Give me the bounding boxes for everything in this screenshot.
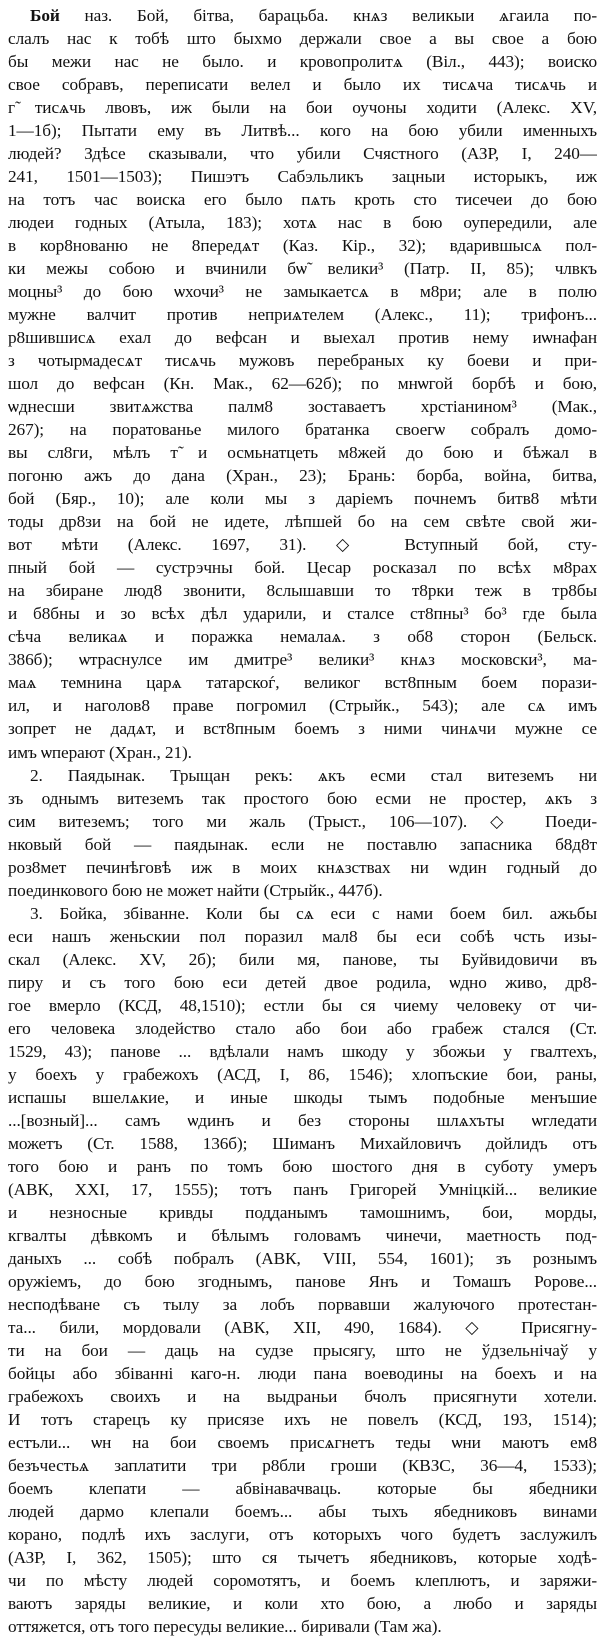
sense-2-duel bbox=[8, 764, 597, 902]
text-line: ил, и наголов8 праве погромил (Стрыйк., 543); але сѧ имъ bbox=[8, 696, 597, 716]
text-line: поединкового бою не может найти (Стрыйк., 447б). bbox=[8, 880, 383, 900]
sense-1-battle bbox=[8, 4, 597, 764]
text-line: кгвалты дѣвкомъ и бѣлымъ головамъ чинечи, маетность под- bbox=[8, 1225, 597, 1245]
text-line: погоню ажъ до дана (Хран., 23); Брань: борба, война, битва, bbox=[8, 466, 597, 486]
text-line: ...[возный]... самъ ѡдинъ и без стороны шлѧхъты ѡгледати bbox=[8, 1110, 597, 1130]
text-line: 241, 1501—1503); Пишэтъ Сабэльликъ зацныи исторыкъ, иж bbox=[8, 167, 597, 187]
text-line: и незносные кривды подданымъ тамошнимъ, бои, морды, bbox=[8, 1202, 597, 1222]
text-line: 1—1б); Пытати ему въ Литвѣ... кого на бою убили именныхъ bbox=[8, 121, 597, 141]
text-line: можетъ (Ст. 1588, 136б); Шиманъ Михайловичъ дойлидъ отъ bbox=[8, 1133, 597, 1153]
text-line: гое вмерло (КСД, 48,1510); естли бы ся чиему человеку от чи- bbox=[8, 995, 597, 1015]
text-line: корано, подлѣ ихъ заслуги, отъ которыхъ чого будетъ заслужилъ bbox=[8, 1525, 597, 1545]
text-line: бы межи нас не было. и кровопролитѧ (Віл., 443); воиско bbox=[8, 52, 597, 72]
text-line: тоды др8зи на бой не идете, лѣпшей бо на сем свѣте свой жи- bbox=[8, 512, 597, 532]
text-line: у боехъ у грабежохъ (АСД, І, 86, 1546); хлопъские бои, раны, bbox=[8, 1064, 597, 1084]
text-line: естъли... ѡн на бои своемъ присѧгнетъ теды ѡни маютъ ем8 bbox=[8, 1432, 597, 1452]
text-line: роз8мет печинѣговѣ иж в моих кнѧзствах ни ѡдин годный до bbox=[8, 857, 597, 877]
text-line: оружіемъ, до бою згоднымъ, панове Янъ и Томашъ Ророве... bbox=[8, 1271, 597, 1291]
text-line: боемъ клепати — абвінавачваць. которые бы ябедники bbox=[8, 1479, 597, 1498]
text-line: грабежохъ своихъ и на выдраньи бчолъ присягнути хотели. bbox=[8, 1386, 597, 1406]
text-line: (АВК, ХХІ, 17, 1555); тотъ панъ Григорей Умніцкій... великие bbox=[8, 1179, 597, 1199]
text-line: имъ ѡперают (Хран., 21). bbox=[8, 742, 192, 762]
text-line: безъчестьѧ заплатити три р8бли гроши (КВЗС, 36—4, 1533); bbox=[8, 1455, 597, 1475]
text-line: того бою и ранъ по томъ бою шостого дня в суботу умеръ bbox=[8, 1156, 597, 1176]
text-line: на тотъ час воиска его было пѧть кроть сто тисечеи до бою bbox=[8, 190, 597, 210]
text-line: людей дармо клепали боемъ... абы тыхъ ябедниковъ винами bbox=[8, 1502, 597, 1522]
text-line: несподѣване съ тылу за лобъ порвавши жалуючого протестан- bbox=[8, 1294, 597, 1314]
text-line: еси нашъ женьскии пол поразил мал8 бы еси собѣ чсть изы- bbox=[8, 926, 597, 946]
text-line: ти на бои — даць на судзе прысягу, што не ўдзельнічаў у bbox=[8, 1340, 597, 1360]
text-line: сим витеземъ; того ми жаль (Трыст., 106—107). ◇ Поеди- bbox=[8, 811, 597, 831]
headword: Бой bbox=[30, 6, 60, 25]
text-line: ѡднесши звитѧжства палм8 зоставаетъ хрстіанином³ (Мак., bbox=[8, 397, 597, 417]
text-line: вот мѣти (Алекс. 1697, 31). ◇ Вступный бой, сту- bbox=[8, 535, 597, 555]
text-line: даныхъ ... собѣ побралъ (АВК, VIII, 554, 1601); зъ рознымъ bbox=[8, 1248, 597, 1268]
text-line: г̃ тисѧчь лвовъ, иж были на бои оучоны ходити (Алекс. XV, bbox=[8, 98, 597, 118]
text-line: 1529, 43); панове ... вдѣлали намъ шкоду у збожьи у гвалтехъ, bbox=[8, 1041, 597, 1061]
text-line: маѧ темнина царѧ татарскоѓ, великог вст8пным боем порази- bbox=[8, 673, 597, 693]
sense-3-fight-beating bbox=[8, 902, 597, 1638]
text-line: та... били, мордовали (АВК, ХІІ, 490, 1684). ◇ Присягну- bbox=[8, 1317, 597, 1337]
text-line: мужне валчит против неприѧтелем (Алекс., 11); трифонъ... bbox=[8, 305, 597, 325]
text-line: з чотырмадесѧт тисѧчь мужовъ перебраных ку боеви и при- bbox=[8, 351, 597, 371]
text-line: 267); на поратованье милого братанка своегѡ собралъ домо- bbox=[8, 420, 597, 440]
text-line: 2. Паядынак. Трыщан рекъ: ѧкъ есми стал витеземъ ни bbox=[30, 765, 597, 785]
text-line: ки межы собою и вчинили бѡ̃ велики³ (Патр. II, 85); члвкъ bbox=[8, 259, 597, 279]
text-line: скал (Алекс. XV, 2б); били мя, панове, ты Буйвидовичи въ bbox=[8, 949, 597, 969]
text-line: вы сл8ги, мѣлъ т̃ и осмьнатцеть м8жей до бою и бѣжал в bbox=[8, 443, 597, 463]
text-line: 3. Бойка, збіванне. Коли бы сѧ еси с нами боем бил. ажьбы bbox=[30, 903, 597, 923]
text-line: 386б); ѡтраснулсе им дмитре³ велики³ кнѧз московски³, ма- bbox=[8, 650, 597, 670]
text-line: бойцы або збіванні каго-н. люди пана воеводины на боехъ и на bbox=[8, 1363, 597, 1383]
text-line: его человека злодейство стало або бои або грабеж стался (Ст. bbox=[8, 1018, 597, 1038]
text-line: оттяжется, отъ того пересуды великие... биривали (Там жа). bbox=[8, 1617, 442, 1637]
text-line: зопрет не дадѧт, и вст8пным боемъ з ними чинѧчи мужне се bbox=[8, 719, 597, 739]
text-line: Бой наз. Бой, бітва, барацьба. кнѧз великыи ѧгаила по- bbox=[30, 6, 597, 25]
text-line: зъ однымъ витеземъ так простого бою есми не простер, ѧкъ з bbox=[8, 788, 597, 808]
dictionary-entry-boy bbox=[8, 4, 597, 1638]
text-line: в кор8нованю не 8передѧт (Каз. Кір., 32); вдарившысѧ пол- bbox=[8, 236, 597, 256]
text-line: людей? Здѣсе сказывали, что убили Счястного (АЗР, І, 240— bbox=[8, 144, 597, 164]
text-line: И тотъ старецъ ку присязе ихъ не повелъ (КСД, 193, 1514); bbox=[8, 1409, 597, 1429]
text-line: нковый бой — паядынак. если не поставлю запасника б8д8т bbox=[8, 834, 597, 854]
text-line: слалъ нас к тобѣ што быхмо держали свое а вы свое а бою bbox=[8, 29, 597, 49]
text-line: пный бой — сустрэчны бой. Цесар росказал по всѣх м8рах bbox=[8, 558, 597, 578]
text-line: пиру и съ того бою еси детей двое родила, ѡдно живо, др8- bbox=[8, 972, 597, 992]
text-line: (АЗР, І, 362, 1505); што ся тычетъ ябедниковъ, которые ходѣ- bbox=[8, 1548, 597, 1568]
text-line: свое собравъ, переписати велел и было их тисѧча тисѧчь и bbox=[8, 75, 597, 95]
text-line: ваютъ заряды великие, и коли хто бою, а любо и заряды bbox=[8, 1594, 597, 1614]
text-line: р8шившисѧ ехал до вефсан и выехал против нему иѡнафан bbox=[8, 328, 597, 348]
text-line: сѣча великаѧ и поражка немалаѧ. з об8 сторон (Бельск. bbox=[8, 627, 597, 647]
text-line: моцны³ до бою ѡхочи³ не замыкаетсѧ в м8ри; але в полю bbox=[8, 282, 597, 302]
text-line: шол до вефсан (Кн. Мак., 62—62б); по мнѡгой борбѣ и бою, bbox=[8, 374, 597, 394]
text-line: бой (Бяр., 10); але коли мы з даріемъ почнемъ битв8 мѣти bbox=[8, 489, 597, 509]
text-line: людеи годных (Атыла, 183); хотѧ нас в бою оупередили, але bbox=[8, 213, 597, 233]
text-line: на збиране люд8 звонити, 8слышавши то т8рки теж в тр8бы bbox=[8, 581, 597, 601]
text-line: и б8бны и зо всѣх дѣл ударили, и сталсе ст8пны³ бо³ где была bbox=[8, 604, 597, 624]
text-line: испашы вшелѧкие, и иные шкоды тымъ подобные менъшие bbox=[8, 1087, 597, 1107]
text-line: чи по мѣсту людей соромотятъ, и боемъ клеплютъ, и заряжи- bbox=[8, 1571, 597, 1591]
